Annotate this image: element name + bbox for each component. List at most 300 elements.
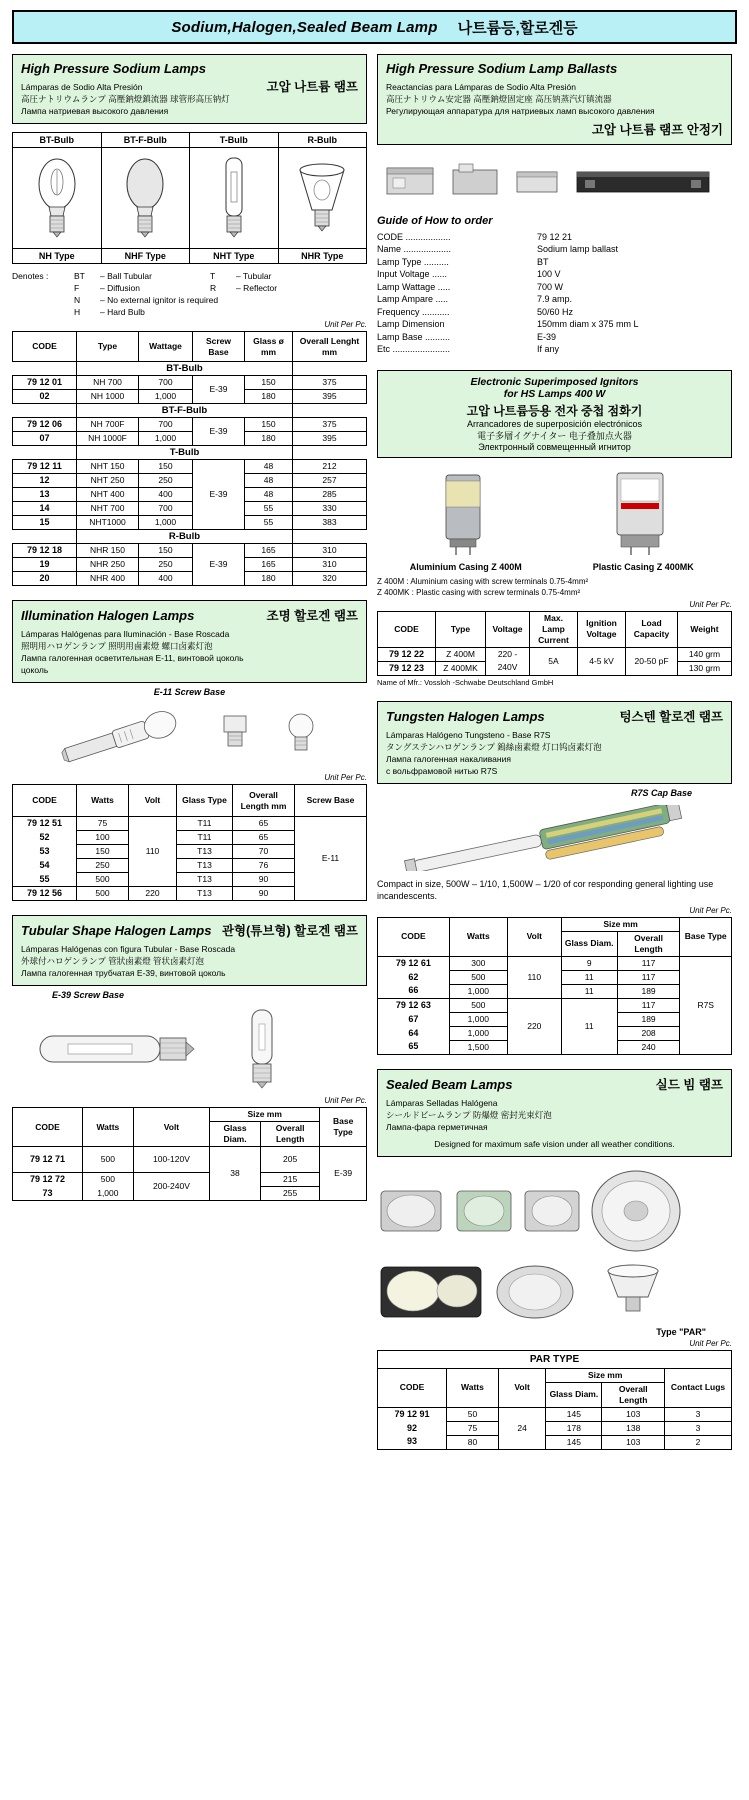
cell-load: 20-50 pF (626, 647, 678, 675)
cell-glass-diam: 9 (561, 956, 617, 970)
ballasts-sub-es: Reactancias para Lámparas de Sodio Alta Presión (386, 82, 576, 92)
table-row (13, 516, 367, 530)
col-ignition-voltage: Ignition Voltage (578, 611, 626, 647)
cell-length: 76 (233, 859, 295, 873)
guide-key: Input Voltage ...... (377, 269, 448, 279)
sealed-sub-ru: Лампа-фара герметичная (386, 1121, 488, 1132)
guide-title: Guide of How to order (377, 215, 493, 227)
cell-length: 240 (617, 1040, 680, 1054)
cell-code: 15 (13, 516, 77, 530)
hps-ballasts-title: High Pressure Sodium Lamp Ballasts (386, 61, 618, 76)
cell-watt: 700 (139, 376, 193, 390)
ballasts-sub-ru: Регулирующая аппаратура для натриевых ламп высокого давления (386, 106, 655, 116)
tungsten-sub-es: Lámparas Halógeno Tungsteno - Base R7S (386, 729, 551, 740)
page-columns (12, 54, 737, 1464)
cell-watts: 1,000 (449, 984, 507, 998)
cell-glass-type: T11 (177, 831, 233, 845)
cell-type: NH 1000F (77, 432, 139, 446)
cell-len: 330 (293, 502, 367, 516)
tubular-sub-ru: Лампа галогенная трубчатая E-39, винтовой цоколь (21, 968, 226, 978)
tubular-halogen-title: Tubular Shape Halogen Lamps (21, 923, 212, 938)
table-row (13, 376, 367, 390)
col-volt: Volt (129, 785, 177, 817)
col-glass: Glass ø mm (245, 332, 293, 362)
cell-length: 90 (233, 873, 295, 887)
hps-lamps-subtitles (21, 81, 358, 117)
tubular-halogen-photo (12, 1004, 367, 1094)
cell-glass: 150 (245, 418, 293, 432)
hps-lamps-sub-cjk: 高圧ナトリウムランプ 高壓鈉燈鎮流器 球管形高压钠灯 (21, 94, 230, 104)
illum-halogen-title: Illumination Halogen Lamps (21, 608, 195, 623)
ignitors-manufacturer: Name of Mfr.: Vossloh -Schwabe Deutschland GmbH (377, 677, 554, 687)
cell-code: 73 (13, 1187, 83, 1201)
spacer (12, 306, 74, 318)
bulb-foot: NHR Type (279, 248, 367, 263)
cell-base-type: E-39 (320, 1147, 367, 1201)
table-row (378, 647, 732, 661)
tungsten-halogen-header (377, 701, 732, 784)
guide-row (377, 243, 732, 256)
bulb-foot: NH Type (13, 248, 101, 263)
tungsten-halogen-title: Tungsten Halogen Lamps (386, 708, 545, 724)
cell-code: 65 (378, 1040, 450, 1054)
cell-lugs: 3 (665, 1421, 732, 1435)
sealed-beam-unit: Unit Per Pc. (689, 1338, 732, 1348)
table-row (13, 1173, 367, 1187)
cell-type: NHT 150 (77, 460, 139, 474)
cell-code: 55 (13, 873, 77, 887)
col-weight: Weight (678, 611, 732, 647)
spacer-cell (13, 530, 77, 544)
cell-watts: 500 (82, 1173, 133, 1187)
cell-volt: 200-240V (133, 1173, 209, 1201)
table-row (378, 956, 732, 970)
cell-watts: 1,500 (449, 1040, 507, 1054)
col-watts: Watts (447, 1368, 499, 1407)
cell-code: 79 12 18 (13, 544, 77, 558)
bt-bulb-image (13, 148, 101, 248)
guide-row (377, 231, 732, 244)
ignitors-ru: Электронный совмещенный игнитор (478, 441, 631, 452)
denotes-row (12, 282, 367, 294)
sealed-beam-par-label: Type "PAR" (656, 1326, 706, 1337)
cell-length: 117 (617, 956, 680, 970)
cell-code: 79 12 01 (13, 376, 77, 390)
sealed-beam-note: Designed for maximum safe vision under all weather conditions. (434, 1138, 675, 1149)
cell-code: 12 (13, 474, 77, 488)
col-size-mm: Size mm (546, 1368, 665, 1382)
col-base-type: Base Type (320, 1108, 367, 1147)
cell-type: NHT1000 (77, 516, 139, 530)
denotes-desc: – Diffusion (100, 283, 141, 293)
illum-sub-ru2: цоколь (21, 665, 49, 675)
tubular-halogen-unit: Unit Per Pc. (324, 1096, 367, 1105)
ballasts-sub-cjk: 高圧ナトリウム安定器 高壓鈉燈固定座 高压钠蒸汽灯镇流器 (386, 94, 612, 104)
group-label: T-Bulb (77, 446, 293, 460)
bulb-head: T-Bulb (190, 133, 278, 148)
cell-length: 205 (260, 1147, 319, 1173)
cell-length: 65 (233, 831, 295, 845)
guide-value: 79 12 21 (537, 231, 573, 242)
cell-watts: 500 (449, 970, 507, 984)
denotes-desc2: – Tubular (236, 271, 272, 281)
cell-glass: 55 (245, 516, 293, 530)
table-header-row (13, 332, 367, 362)
cell-glass-diam: 11 (561, 984, 617, 998)
guide-key: Lamp Ampare ..... (377, 294, 449, 304)
ignitors-kr: 고압 나트륨등용 전자 중첩 점화기 (466, 403, 643, 418)
guide-row (377, 293, 732, 306)
right-column (377, 54, 732, 1464)
col-length: Overall Lenght mm (293, 332, 367, 362)
cell-code: 02 (13, 390, 77, 404)
cell-type: NH 1000 (77, 390, 139, 404)
bulb-types-row (12, 132, 367, 264)
bulb-head: BT-Bulb (13, 133, 101, 148)
cell-code: 52 (13, 831, 77, 845)
table-row (13, 474, 367, 488)
cell-volt: 220 (507, 998, 561, 1054)
illum-sub-es: Lámparas Halógenas para Iluminación - Base Roscada (21, 629, 230, 639)
tubular-halogen-kr: 관형(튜브형) 할로겐 램프 (221, 924, 358, 938)
cell-len: 395 (293, 432, 367, 446)
table-row (378, 998, 732, 1012)
ignitor-legend-2: Z 400MK : Plastic casing with screw terminals 0.75-4mm² (377, 587, 581, 597)
group-row (13, 530, 367, 544)
denotes-sym2: T (210, 271, 216, 281)
col-code: CODE (378, 917, 450, 956)
section-sealed-beam (377, 1069, 732, 1450)
illum-sub-cjk: 照明用ハロゲンランプ 照明用鹵素燈 螺口卤素灯泡 (21, 641, 213, 651)
cell-code: 79 12 56 (13, 887, 77, 901)
tungsten-halogen-desc: Compact in size, 500W – 1/10, 1,500W – 1/20 of cor responding general lighting use incandescents. (377, 878, 714, 901)
cell-watt: 400 (139, 572, 193, 586)
cell-glass: 48 (245, 460, 293, 474)
cell-code: 66 (378, 984, 450, 998)
hps-lamps-sub-ru: Лампа натриевая высокого давления (21, 106, 169, 116)
table-row (13, 502, 367, 516)
cell-weight: 140 grm (678, 647, 732, 661)
ignitors-title-1: Electronic Superimposed Ignitors (470, 375, 639, 388)
cell-volt: 100-120V (133, 1147, 209, 1173)
denotes-sym: BT (74, 271, 85, 281)
cell-length: 65 (233, 817, 295, 831)
denotes-row (12, 306, 367, 318)
cell-glass-type: T13 (177, 845, 233, 859)
tungsten-halogen-unit: Unit Per Pc. (689, 905, 732, 915)
cell-len: 310 (293, 558, 367, 572)
col-screw-base: Screw Base (193, 332, 245, 362)
cell-type: NHT 700 (77, 502, 139, 516)
tubular-halogen-header (12, 915, 367, 986)
table-row (13, 460, 367, 474)
sealed-beam-title: Sealed Beam Lamps (386, 1076, 513, 1092)
cell-length: 70 (233, 845, 295, 859)
guide-key: Name ................... (377, 244, 452, 254)
group-row (13, 446, 367, 460)
spacer-cell (13, 446, 77, 460)
bulb-type-cell (278, 132, 368, 264)
cell-volt: 110 (129, 817, 177, 887)
denotes-sym: F (74, 283, 80, 293)
spacer (12, 294, 74, 306)
guide-value: 150mm diam x 375 mm L (537, 319, 639, 329)
cell-code: 79 12 91 (378, 1407, 447, 1421)
table-header-row (13, 785, 367, 817)
guide-key: CODE .................. (377, 231, 451, 242)
table-header-row (13, 1108, 367, 1122)
col-type: Type (77, 332, 139, 362)
cell-code: 62 (378, 970, 450, 984)
cell-watt: 250 (139, 474, 193, 488)
section-hps-ballasts (377, 54, 732, 356)
section-tungsten-halogen (377, 701, 732, 1055)
table-row (13, 558, 367, 572)
guide-key: Lamp Wattage ..... (377, 281, 451, 292)
cell-type: NH 700F (77, 418, 139, 432)
hps-lamps-kr: 고압 나트륨 램프 (266, 80, 358, 94)
guide-key: Lamp Base .......... (377, 331, 451, 342)
guide-value: If any (537, 344, 560, 354)
guide-value: 50/60 Hz (537, 306, 574, 317)
cell-type: NHR 150 (77, 544, 139, 558)
col-overall-length: Overall Length (617, 931, 680, 956)
guide-row (377, 331, 732, 344)
cell-code: 92 (378, 1421, 447, 1435)
ignitor-photos (377, 458, 732, 558)
col-contact-lugs: Contact Lugs (665, 1368, 732, 1407)
col-code: CODE (378, 1368, 447, 1407)
cell-current: 5A (530, 647, 578, 675)
group-label: R-Bulb (77, 530, 293, 544)
sealed-sub-cjk: シールドビームランプ 防爆燈 密封光束灯泡 (386, 1109, 552, 1120)
cell-watts: 250 (77, 859, 129, 873)
tungsten-halogen-subtitles (386, 729, 723, 777)
cell-length: 255 (260, 1187, 319, 1201)
cell-watt: 700 (139, 502, 193, 516)
cell-watts: 80 (447, 1435, 499, 1449)
spacer-cell (13, 404, 77, 418)
spacer (12, 282, 74, 294)
cell-glass: 180 (245, 432, 293, 446)
bulb-type-cell (189, 132, 279, 264)
cell-watts: 75 (77, 817, 129, 831)
spacer-cell (293, 446, 367, 460)
cell-type: NHT 250 (77, 474, 139, 488)
cell-watts: 500 (449, 998, 507, 1012)
cell-type: Z 400MK (436, 661, 486, 675)
cell-watts: 500 (77, 887, 129, 901)
cell-code: 14 (13, 502, 77, 516)
denotes-block (12, 270, 367, 318)
denotes-row (12, 270, 367, 282)
cell-voltage: 220 - (486, 647, 530, 661)
table-header-row (378, 611, 732, 647)
bulb-head: BT-F-Bulb (102, 133, 190, 148)
guide-key: Frequency ........... (377, 306, 450, 317)
guide-key: Lamp Type .......... (377, 256, 449, 267)
group-row (13, 362, 367, 376)
sealed-sub-es: Lámparas Selladas Halógena (386, 1097, 498, 1108)
cell-glass-type: T13 (177, 873, 233, 887)
cell-volt: 24 (498, 1407, 545, 1449)
cell-lugs: 3 (665, 1407, 732, 1421)
cell-base: E-39 (193, 460, 245, 530)
left-column (12, 54, 367, 1215)
cell-watt: 150 (139, 544, 193, 558)
guide-row (377, 306, 732, 319)
col-base-type: Base Type (680, 917, 732, 956)
bulb-head: R-Bulb (279, 133, 367, 148)
tubular-sub-es: Lámparas Halógenas con figura Tubular - Base Roscada (21, 944, 236, 954)
ballast-order-guide (377, 215, 732, 356)
group-row (13, 404, 367, 418)
cell-code: 07 (13, 432, 77, 446)
cell-glass-type: T11 (177, 817, 233, 831)
t-bulb-image (190, 148, 278, 248)
cell-type: NHT 400 (77, 488, 139, 502)
r-bulb-image (279, 148, 367, 248)
col-code: CODE (378, 611, 436, 647)
guide-row (377, 268, 732, 281)
cell-glass: 48 (245, 488, 293, 502)
page-title-kr: 나트륨등,할로겐등 (457, 19, 578, 37)
tubular-halogen-table (12, 1107, 367, 1201)
col-screw-base: Screw Base (295, 785, 367, 817)
cell-watts: 500 (82, 1147, 133, 1173)
bulb-foot: NHF Type (102, 248, 190, 263)
tubular-sub-cjk: 外球付ハロゲンランプ 管狀鹵素燈 管状卤素灯泡 (21, 956, 205, 966)
cell-code: 53 (13, 845, 77, 859)
ballast-photos (377, 145, 732, 211)
cell-watts: 100 (77, 831, 129, 845)
illum-sub-ru: Лампа галогенная осветительная E-11, винтовой цоколь (21, 653, 244, 663)
cell-glass: 180 (245, 390, 293, 404)
cell-voltage: 240V (486, 661, 530, 675)
cell-length: 138 (602, 1421, 665, 1435)
col-overall-length: Overall Length mm (233, 785, 295, 817)
table-row (13, 572, 367, 586)
cell-len: 375 (293, 418, 367, 432)
denotes-desc: – Ball Tubular (100, 271, 152, 281)
cell-length: 117 (617, 998, 680, 1012)
cell-watts: 1,000 (449, 1012, 507, 1026)
table-row (13, 544, 367, 558)
cell-glass-diam: 11 (561, 970, 617, 984)
col-watts: Watts (82, 1108, 133, 1147)
col-size-mm: Size mm (210, 1108, 320, 1122)
ignitors-es: Arrancadores de superposición electrónicos (466, 418, 643, 429)
cell-watt: 700 (139, 418, 193, 432)
col-glass-type: Glass Type (177, 785, 233, 817)
cell-base: E-39 (193, 418, 245, 446)
guide-key: Etc ....................... (377, 344, 451, 354)
cell-watt: 150 (139, 460, 193, 474)
cell-base: E-39 (193, 376, 245, 404)
cell-code: 67 (378, 1012, 450, 1026)
col-glass-diam: Glass Diam. (210, 1122, 261, 1147)
cell-type: Z 400M (436, 647, 486, 661)
cell-code: 79 12 23 (378, 661, 436, 675)
cell-base: E-39 (193, 544, 245, 586)
spacer-cell (293, 530, 367, 544)
cell-base: E-11 (295, 817, 367, 901)
ignitor-legend-1: Z 400M : Aluminium casing with screw terminals 0.75-4mm² (377, 576, 589, 586)
section-tubular-halogen (12, 915, 367, 1201)
col-code: CODE (13, 332, 77, 362)
cell-glass: 150 (245, 376, 293, 390)
cell-code: 79 12 61 (378, 956, 450, 970)
cell-glass-type: T13 (177, 859, 233, 873)
table-row (13, 488, 367, 502)
col-max-lamp-current: Max. Lamp Current (530, 611, 578, 647)
cell-code: 54 (13, 859, 77, 873)
hps-lamps-unit: Unit Per Pc. (324, 320, 367, 329)
cell-len: 310 (293, 544, 367, 558)
guide-key: Lamp Dimension (377, 319, 445, 329)
cell-code: 13 (13, 488, 77, 502)
cell-length: 103 (602, 1407, 665, 1421)
cell-length: 208 (617, 1026, 680, 1040)
denotes-label: Denotes : (12, 271, 49, 281)
cell-glass-diam: 178 (546, 1421, 602, 1435)
denotes-sym: N (74, 295, 81, 305)
denotes-sym: H (74, 307, 81, 317)
bulb-type-cell (12, 132, 102, 264)
spacer-cell (293, 362, 367, 376)
col-volt: Volt (498, 1368, 545, 1407)
guide-value: Sodium lamp ballast (537, 244, 619, 254)
section-ignitors (377, 370, 732, 687)
page-title-en: Sodium,Halogen,Sealed Beam Lamp (171, 18, 438, 36)
table-row (378, 1421, 732, 1435)
cell-len: 395 (293, 390, 367, 404)
tubular-halogen-subtitles (21, 943, 358, 979)
tungsten-halogen-table (377, 917, 732, 1055)
guide-value: 700 W (537, 281, 564, 292)
ignitors-unit: Unit Per Pc. (689, 599, 732, 609)
tungsten-halogen-caption: R7S Cap Base (630, 787, 692, 798)
ignitor-caption-right: Plastic Casing Z 400MK (592, 561, 694, 572)
cell-code: 79 12 71 (13, 1147, 83, 1173)
illum-halogen-subtitles (21, 628, 358, 676)
hps-ballasts-subtitles (386, 81, 723, 117)
hps-lamps-title: High Pressure Sodium Lamps (21, 61, 206, 76)
ignitors-title-2: for HS Lamps 400 W (503, 387, 606, 400)
sealed-beam-subtitles (386, 1097, 723, 1133)
cell-glass: 165 (245, 544, 293, 558)
par-type-title: PAR TYPE (377, 1350, 732, 1368)
cell-len: 383 (293, 516, 367, 530)
col-wattage: Wattage (139, 332, 193, 362)
cell-glass: 55 (245, 502, 293, 516)
tungsten-sub-ru: Лампа галогенная накаливания (386, 753, 511, 764)
cell-code: 79 12 63 (378, 998, 450, 1012)
cell-volt: 110 (507, 956, 561, 998)
cell-glass-diam: 145 (546, 1407, 602, 1421)
guide-value: BT (537, 256, 549, 267)
cell-ignition: 4-5 kV (578, 647, 626, 675)
cell-code: 19 (13, 558, 77, 572)
guide-value: E-39 (537, 331, 557, 342)
cell-len: 285 (293, 488, 367, 502)
tungsten-sub-cjk: タングステンハロゲンランプ 鎢絲鹵素燈 灯口钨卤素灯泡 (386, 741, 602, 752)
sealed-beam-kr: 실드 빔 램프 (655, 1077, 723, 1092)
table-row (13, 817, 367, 831)
illum-halogen-caption: E-11 Screw Base (153, 687, 226, 697)
spacer-cell (13, 362, 77, 376)
cell-len: 320 (293, 572, 367, 586)
